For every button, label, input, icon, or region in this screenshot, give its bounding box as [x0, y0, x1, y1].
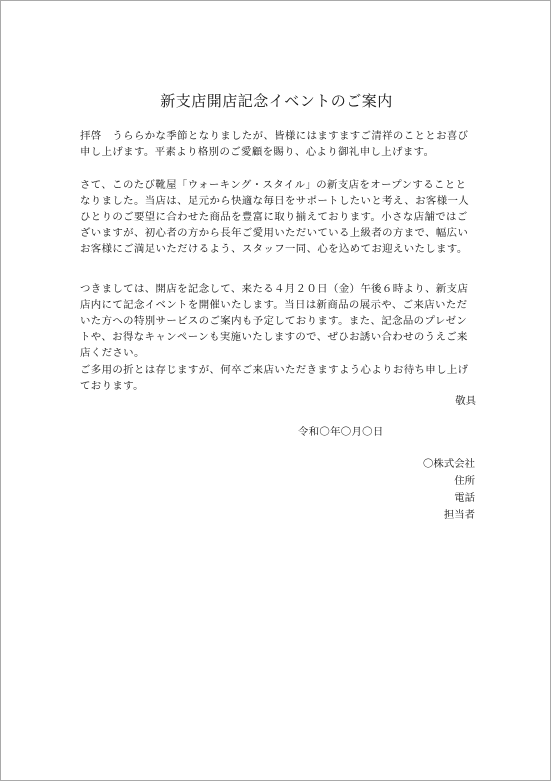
sender-phone: 電話 — [454, 492, 475, 504]
closing-word: 敬具 — [455, 395, 476, 407]
paragraph-event — [80, 281, 476, 361]
paragraph-text: ご多用の折とは存じますが、何卒ご来店いただきますよう心よりお待ち申し上げております。 — [80, 364, 469, 392]
paragraph-text: 拝啓 うららかな季節となりましたが、皆様にはますますご清祥のこととお喜び申し上げます。平素より格別のご愛顧を賜り、心より御礼申し上げます。 — [80, 130, 469, 158]
document-date: 令和〇年〇月〇日 — [298, 426, 384, 438]
paragraph-greeting — [80, 128, 476, 160]
paragraph-text: さて、このたび靴屋「ウォーキング・スタイル」の新支店をオープンすることとなりました。当店は、足元から快適な毎日をサポートしたいと考え、お客様一人ひとりのご要望に合わせた商品を豊富に取り揃えております。小さな店舗ではございますが、初心者の方から長年ご愛用いただいている上級者の方まで、幅広いお客様にご満足いただけるよう、スタッフ一同、心を込めてお迎えいたします。 — [80, 179, 470, 255]
paragraph-text: つきましては、開店を記念して、来たる４月２０日（金）午後６時より、新支店店内にて記念イベントを開催いたします。当日は新商品の展示や、ご来店いただいた方への特別サービスのご案内も予定しております。また、記念品のプレゼントや、お得なキャンペーンも実施いたしますので、ぜひお誘い合わせのうえご来店ください。 — [80, 283, 469, 359]
sender-company: 〇株式会社 — [423, 458, 475, 470]
sender-address: 住所 — [454, 475, 475, 487]
sender-person: 担当者 — [443, 509, 475, 521]
paragraph-announcement — [80, 177, 476, 257]
document-title: 新支店開店記念イベントのご案内 — [160, 92, 393, 110]
paragraph-closing-remark — [80, 362, 476, 394]
